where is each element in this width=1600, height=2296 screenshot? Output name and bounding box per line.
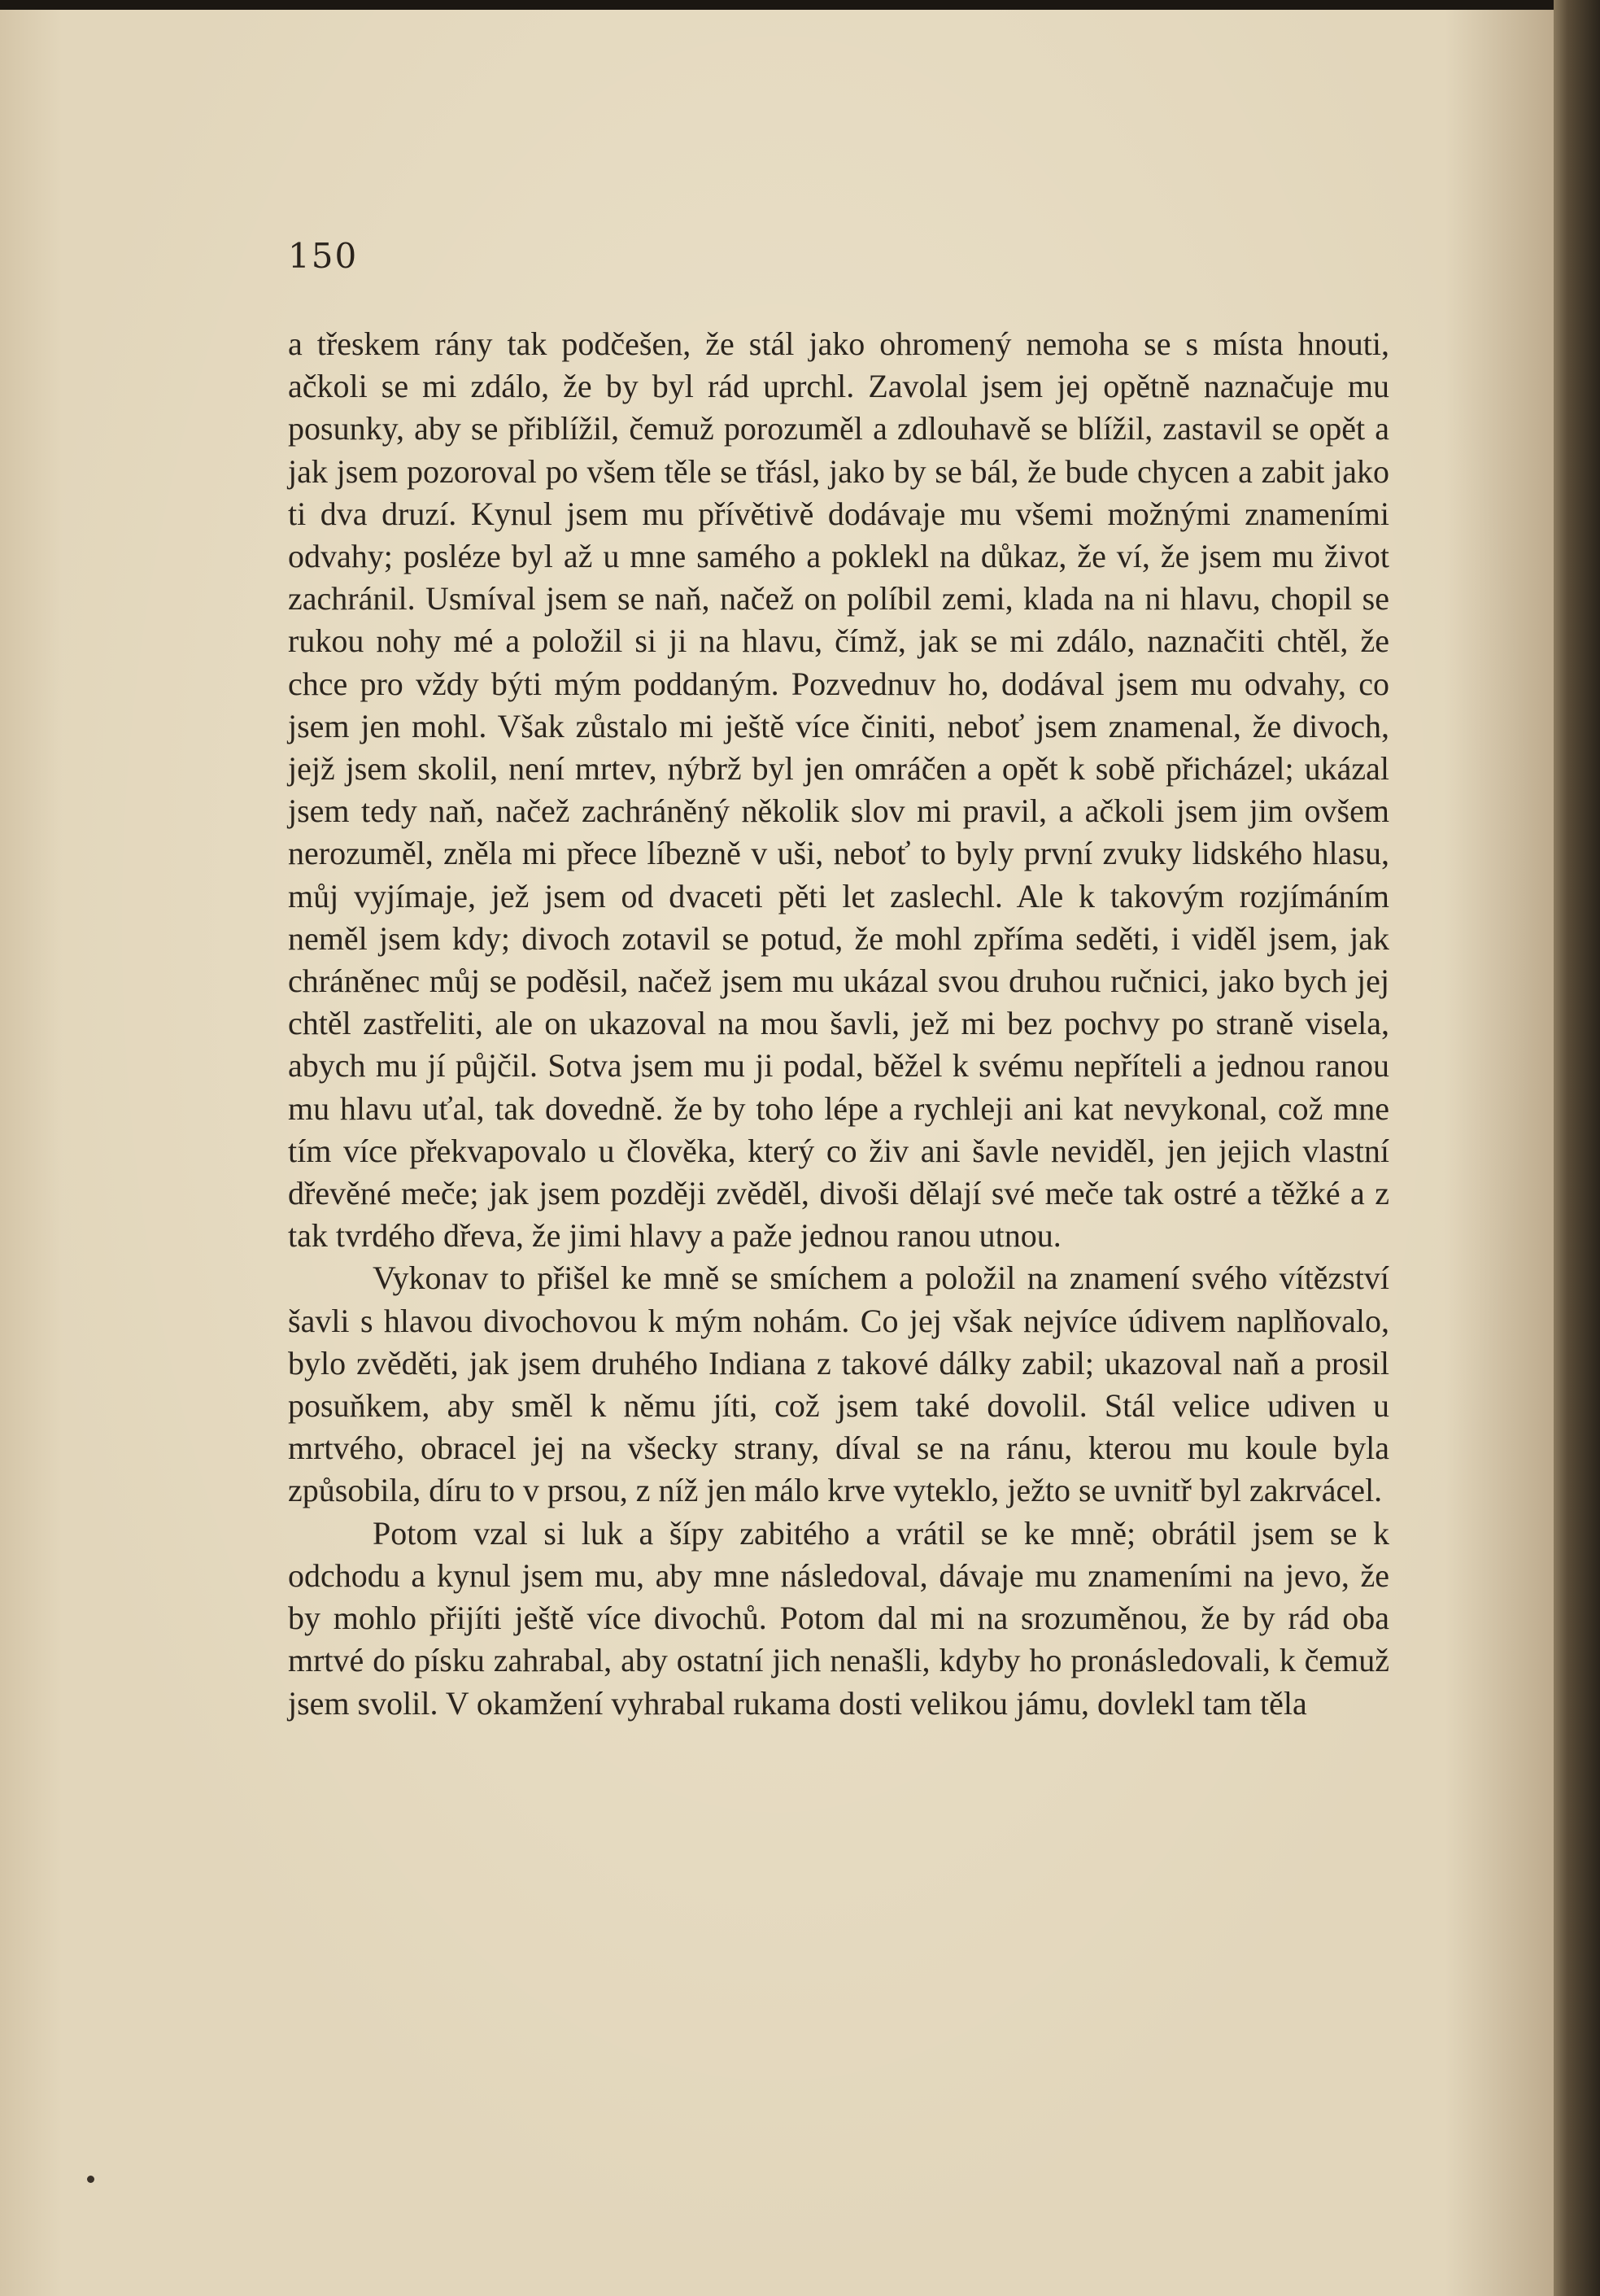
paragraph-1: a třeskem rány tak podčešen, že stál jako ohromený nemoha se s místa hnouti, ačkoli se mi zdálo, že by byl rád uprchl. Zavolal jsem jej opětně naznačuje mu posunky, aby se přiblížil, čemuž porozuměl a zdlouhavě se blížil, zastavil se opět a jak jsem pozoroval po všem těle se třásl, jako by se bál, že bude chycen a zabit jako ti dva druzí. Kynul jsem mu přívětivě dodávaje mu všemi možnými znameními odvahy; posléze byl až u mne samého a poklekl na důkaz, že ví, že jsem mu život zachránil. Usmíval jsem se naň, načež on políbil zemi, klada na ni hlavu, chopil se rukou nohy mé a položil si ji na hlavu, čímž, jak se mi zdálo, naznačiti chtěl, že chce pro vždy býti mým poddaným. Pozvednuv ho, dodával jsem mu odvahy, co jsem jen mohl. Však zůstalo mi ještě více činiti, neboť jsem znamenal, že divoch, jejž jsem skolil, není mrtev, nýbrž byl jen omráčen a opět k sobě přicházel; ukázal jsem tedy naň, načež zachráněný několik slov mi pravil, a ačkoli jsem jim ovšem nerozuměl, zněla mi přece líbezně v uši, neboť to byly první zvuky lidského hlasu, můj vyjímaje, jež jsem od dvaceti pěti let zaslechl. Ale k takovým rozjímáním neměl jsem kdy; divoch zotavil se potud, že mohl zpříma seděti, i viděl jsem, jak chráněnec můj se poděsil, načež jsem mu ukázal svou druhou ručnici, jako bych jej chtěl zastřeliti, ale on ukazoval na mou šavli, jež mi bez pochvy po straně visela, abych mu jí půjčil. Sotva jsem mu ji podal, běžel k svému nepříteli a jednou ranou mu hlavu uťal, tak dovedně. že by toho lépe a rychleji ani kat nevykonal, což mne tím více překvapovalo u člověka, který co živ ani šavle neviděl, jen jejich vlastní dřevěné meče; jak jsem později zvěděl, divoši dělají své meče tak ostré a těžké a z tak tvrdého dřeva, že jimi hlavy a paže jednou ranou utnou. (288, 325, 1389, 1255)
book-page (0, 10, 1555, 2296)
paragraph-2: Vykonav to přišel ke mně se smíchem a položil na znamení svého vítězství šavli s hlavou divochovou k mým nohám. Co jej však nejvíce údivem naplňovalo, bylo zvěděti, jak jsem druhého Indiana z takové dálky zabil; ukazoval naň a prosil posuňkem, aby směl k němu jíti, což jsem také dovolil. Stál velice udiven u mrtvého, obracel jej na všecky strany, díval se na ránu, kterou mu koule byla způsobila, díru to v prsou, z níž jen málo krve vyteklo, ježto se uvnitř byl zakrvácel. (288, 1259, 1389, 1509)
paper-speck (87, 2176, 94, 2183)
page-body-text (288, 323, 1389, 1725)
page-number: 150 (288, 236, 359, 276)
book-edge (1554, 0, 1600, 2296)
paragraph-3: Potom vzal si luk a šípy zabitého a vrátil se ke mně; obrátil jsem se k odchodu a kynul jsem mu, aby mne následoval, dávaje mu znameními na jevo, že by mohlo přijíti ještě více divochů. Potom dal mi na srozuměnou, že by rád oba mrtvé do písku zahrabal, aby ostatní jich nenašli, kdyby ho pronásledovali, k čemuž jsem svolil. V okamžení vyhrabal rukama dosti velikou jámu, dovlekl tam těla (288, 1514, 1389, 1722)
